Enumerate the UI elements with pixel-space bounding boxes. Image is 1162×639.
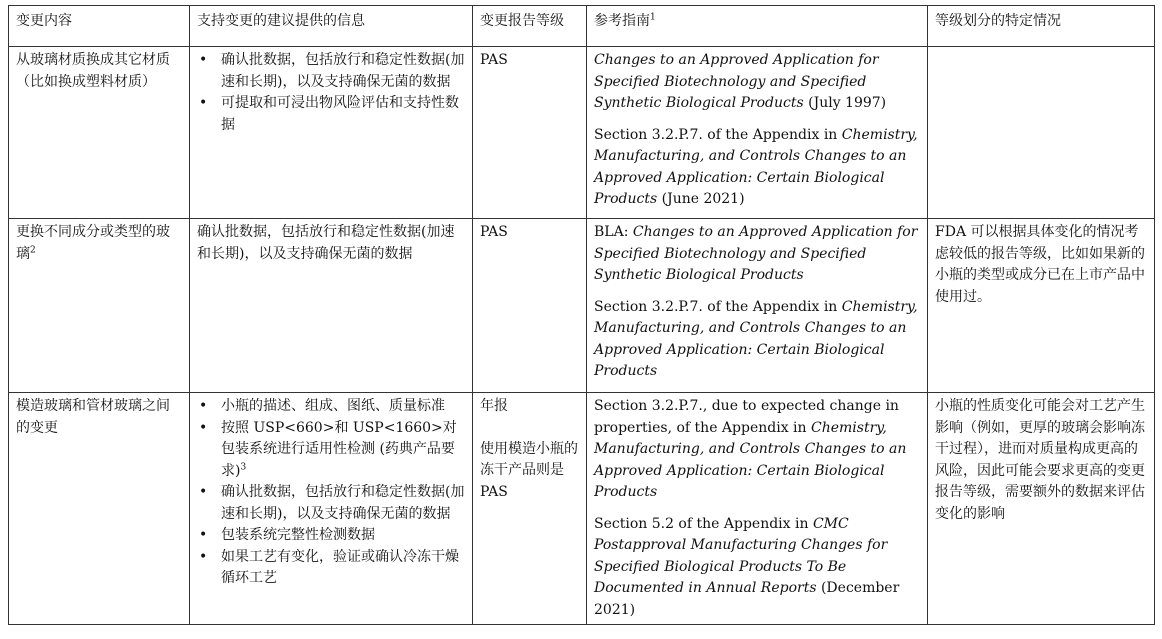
category-cell <box>473 393 587 625</box>
header-info: 支持变更的建议提供的信息 <box>190 6 473 47</box>
specifics-cell <box>928 47 1155 219</box>
list-item: • 小瓶的描述、组成、图纸、质量标准 <box>197 396 465 418</box>
info-cell <box>190 47 473 219</box>
category-cell: PAS <box>473 47 587 219</box>
footnote-mark: 1 <box>650 12 656 23</box>
category-value: 年报 <box>480 398 508 414</box>
guidance-reference: Section 3.2.P.7., due to expected change in properties, of the Appendix in Chemistry, Manufacturing, and Controls Changes to an Approved Application: Certain Biological Products <box>594 398 907 500</box>
guidance-reference: Section 5.2 of the Appendix in CMC Postapproval Manufacturing Changes for Specified Biological Products To Be Documented in Annual Reports (December 2021) <box>594 515 900 618</box>
category-cell: PAS <box>473 219 587 393</box>
list-item: • 可提取和可浸出物风险评估和支持性数据 <box>197 93 465 136</box>
table-header-row <box>9 6 1155 47</box>
table-row <box>9 47 1155 219</box>
list-item: • 按照 USP<660>和 USP<1660>对包装系统进行适用性检测 (药典产品要求)$^3$ <box>197 418 465 483</box>
footnote-mark: 2 <box>30 244 36 255</box>
guidance-reference: Section 3.2.P.7. of the Appendix in Chemistry, Manufacturing, and Controls Changes to an Approved Application: Certain Biological Products (June 2021) <box>594 126 918 207</box>
list-item: • 包装系统完整性检测数据 <box>197 525 465 547</box>
specifics-cell: FDA 可以根据具体变化的情况考虑较低的报告等级，比如如果新的小瓶的类型或成分已在上市产品中使用过。 <box>928 219 1155 393</box>
change-cell: 模造玻璃和管材玻璃之间的变更 <box>9 393 190 625</box>
table-row <box>9 219 1155 393</box>
specifics-cell: 小瓶的性质变化可能会对工艺产生影响（例如，更厚的玻璃会影响冻干过程），进而对质量构成更高的风险，因此可能会要求更高的变更报告等级，需要额外的数据来评估变化的影响 <box>928 393 1155 625</box>
header-specifics: 等级划分的特定情况 <box>928 6 1155 47</box>
list-item: • 如果工艺有变化，验证或确认冷冻干燥循环工艺 <box>197 547 465 590</box>
list-item: • 确认批数据，包括放行和稳定性数据(加速和长期)，以及支持确保无菌的数据 <box>197 482 465 525</box>
table-row <box>9 393 1155 625</box>
guidance-cell <box>587 47 928 219</box>
guidance-cell <box>587 219 928 393</box>
guidance-reference: Changes to an Approved Application for Specified Biotechnology and Specified Synthetic Biological Products (July 1997) <box>594 52 887 111</box>
header-guidance: 参考指南$^1$ <box>587 6 928 47</box>
header-change: 变更内容 <box>9 6 190 47</box>
footnote-mark: 3 <box>240 461 247 472</box>
change-cell: 更换不同成分或类型的玻璃$^2$ <box>9 219 190 393</box>
guidance-reference: BLA: Changes to an Approved Application for Specified Biotechnology and Specified Synthetic Biological Products <box>594 224 918 283</box>
guidance-reference: Section 3.2.P.7. of the Appendix in Chemistry, Manufacturing, and Controls Changes to an Approved Application: Certain Biological Products <box>594 298 918 379</box>
info-cell: 确认批数据，包括放行和稳定性数据(加速和长期)，以及支持确保无菌的数据 <box>190 219 473 393</box>
info-cell <box>190 393 473 625</box>
list-item: • 确认批数据，包括放行和稳定性数据(加速和长期)，以及支持确保无菌的数据 <box>197 50 465 93</box>
category-note: 使用模造小瓶的冻干产品则是 PAS <box>480 440 578 500</box>
change-category-table <box>8 5 1155 625</box>
header-category: 变更报告等级 <box>473 6 587 47</box>
guidance-cell <box>587 393 928 625</box>
change-cell: 从玻璃材质换成其它材质（比如换成塑料材质） <box>9 47 190 219</box>
